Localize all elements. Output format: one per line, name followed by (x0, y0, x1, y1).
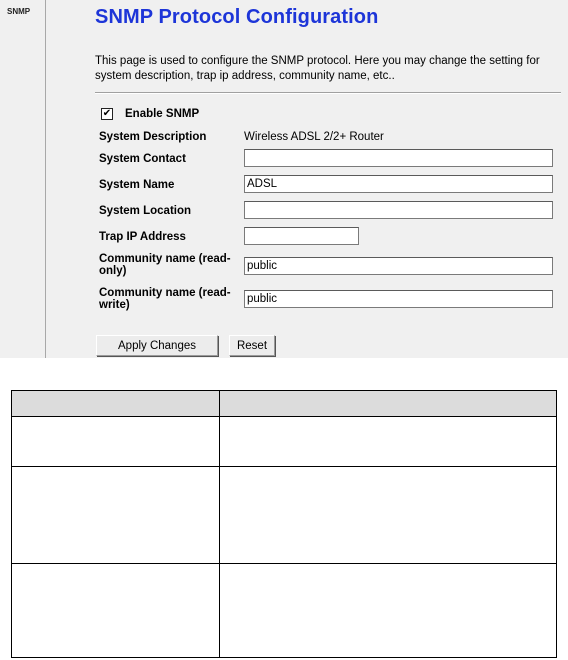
trap-ip-input[interactable] (244, 227, 359, 245)
community-rw-label-line1: Community name (read- (99, 287, 231, 299)
system-location-label: System Location (99, 205, 192, 217)
sidebar (0, 0, 46, 358)
doc-table-header (12, 391, 556, 417)
system-contact-label: System Contact (99, 153, 186, 165)
system-contact-input[interactable] (244, 149, 553, 167)
sidebar-item-snmp[interactable]: SNMP (7, 7, 31, 16)
doc-table-column-divider (219, 391, 220, 657)
enable-snmp-checkbox[interactable]: ✔ (102, 108, 112, 119)
enable-snmp-label: Enable SNMP (125, 108, 200, 120)
enable-snmp-row (101, 107, 199, 121)
doc-table-row-divider (12, 563, 556, 564)
community-ro-label-line1: Community name (read- (99, 253, 231, 265)
community-rw-label-line2: write) (99, 299, 130, 311)
page-title: SNMP Protocol Configuration (95, 6, 379, 28)
community-rw-label (99, 287, 231, 311)
system-description-label: System Description (99, 131, 207, 143)
apply-changes-button[interactable]: Apply Changes (96, 335, 218, 356)
doc-table-row-divider (12, 466, 556, 467)
system-name-input[interactable] (244, 175, 553, 193)
system-description-value: Wireless ADSL 2/2+ Router (244, 131, 384, 143)
system-name-label: System Name (99, 179, 175, 191)
community-rw-input[interactable] (244, 290, 553, 308)
doc-table (11, 390, 557, 658)
system-location-input[interactable] (244, 201, 553, 219)
trap-ip-label: Trap IP Address (99, 231, 186, 243)
divider (95, 92, 561, 94)
community-ro-label-line2: only) (99, 265, 127, 277)
community-ro-input[interactable] (244, 257, 553, 275)
reset-button[interactable]: Reset (229, 335, 275, 356)
community-ro-label (99, 253, 231, 277)
page-description: This page is used to configure the SNMP protocol. Here you may change the setting for system description, trap ip address, community name, etc.. (95, 55, 540, 82)
